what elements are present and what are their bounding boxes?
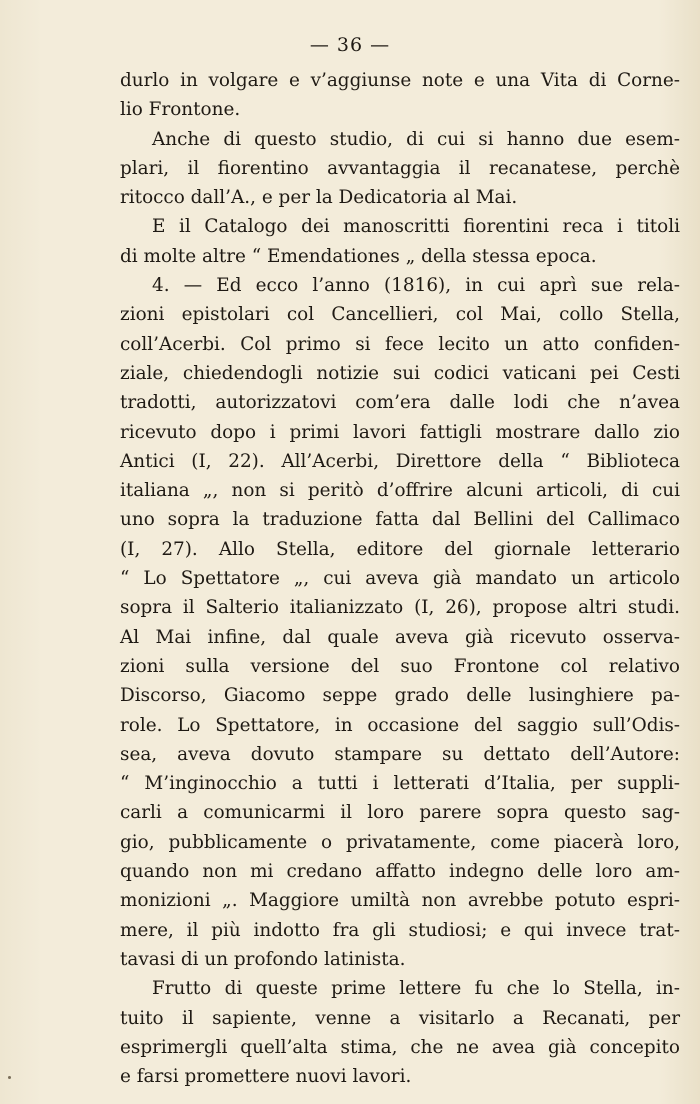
text-line: plari, il fiorentino avvantaggia il recanatese, perchè [120, 157, 680, 179]
text-line: Discorso, Giacomo seppe grado delle lusinghiere pa- [120, 685, 680, 707]
text-line: 4. — Ed ecco l’anno (1816), in cui aprì sue rela- [152, 275, 680, 297]
text-line: coll’Acerbi. Col primo si fece lecito un atto confiden- [120, 333, 680, 355]
text-line: gio, pubblicamente o privatamente, come piacerà loro, [120, 831, 680, 853]
text-line: “ M’inginocchio a tutti i letterati d’Italia, per suppli- [120, 773, 680, 795]
text-line: e farsi promettere nuovi lavori. [120, 1066, 412, 1088]
text-line: carli a comunicarmi il loro parere sopra questo sag- [120, 802, 680, 824]
text-line: (I, 27). Allo Stella, editore del giornale letterario [120, 538, 680, 560]
body-text [120, 66, 680, 1091]
text-line: ziale, chiedendogli notizie sui codici vaticani pei Cesti [120, 362, 680, 384]
text-line: italiana „, non si peritò d’offrire alcuni articoli, di cui [120, 480, 680, 502]
text-line: uno sopra la traduzione fatta dal Bellini del Callimaco [120, 509, 680, 531]
text-line: di molte altre “ Emendationes „ della stessa epoca. [120, 245, 597, 267]
text-line: durlo in volgare e v’aggiunse note e una Vita di Corne- [120, 70, 680, 91]
text-line: tavasi di un profondo latinista. [120, 948, 406, 970]
text-line: Antici (I, 22). All’Acerbi, Direttore della “ Biblioteca [120, 450, 680, 472]
text-line: lio Frontone. [120, 99, 241, 121]
text-line: zioni epistolari col Cancellieri, col Mai, collo Stella, [120, 304, 680, 326]
text-line: sopra il Salterio italianizzato (I, 26), propose altri studi. [120, 597, 680, 619]
text-line: zioni sulla versione del suo Frontone col relativo [120, 655, 680, 677]
page-number: — 36 — [309, 34, 391, 56]
text-line: E il Catalogo dei manoscritti fiorentini reca i titoli [152, 216, 680, 238]
text-line: ricevuto dopo i primi lavori fattigli mostrare dallo zio [120, 421, 680, 443]
paper-speck [8, 1076, 11, 1079]
text-line: esprimergli quell’alta stima, che ne avea già concepito [120, 1036, 680, 1058]
text-line: “ Lo Spettatore „, cui aveva già mandato un articolo [120, 568, 680, 590]
text-line: sea, aveva dovuto stampare su dettato dell’Autore: [120, 743, 680, 765]
text-line: tradotti, autorizzatovi com’era dalle lodi che n’avea [120, 392, 680, 414]
text-line: ritocco dall’A., e per la Dedicatoria al Mai. [120, 187, 518, 209]
text-line: mere, il più indotto fra gli studiosi; e qui invece trat- [120, 919, 680, 941]
text-line: quando non mi credano affatto indegno delle loro am- [120, 861, 680, 883]
text-line: Al Mai infine, dal quale aveva già ricevuto osserva- [120, 626, 680, 648]
text-line: Anche di questo studio, di cui si hanno due esem- [152, 128, 680, 150]
text-line: role. Lo Spettatore, in occasione del saggio sull’Odis- [120, 714, 680, 736]
text-line: Frutto di queste prime lettere fu che lo Stella, in- [152, 978, 680, 1000]
text-line: tuito il sapiente, venne a visitarlo a Recanati, per [120, 1007, 680, 1029]
text-line: monizioni „. Maggiore umiltà non avrebbe potuto espri- [120, 890, 680, 912]
